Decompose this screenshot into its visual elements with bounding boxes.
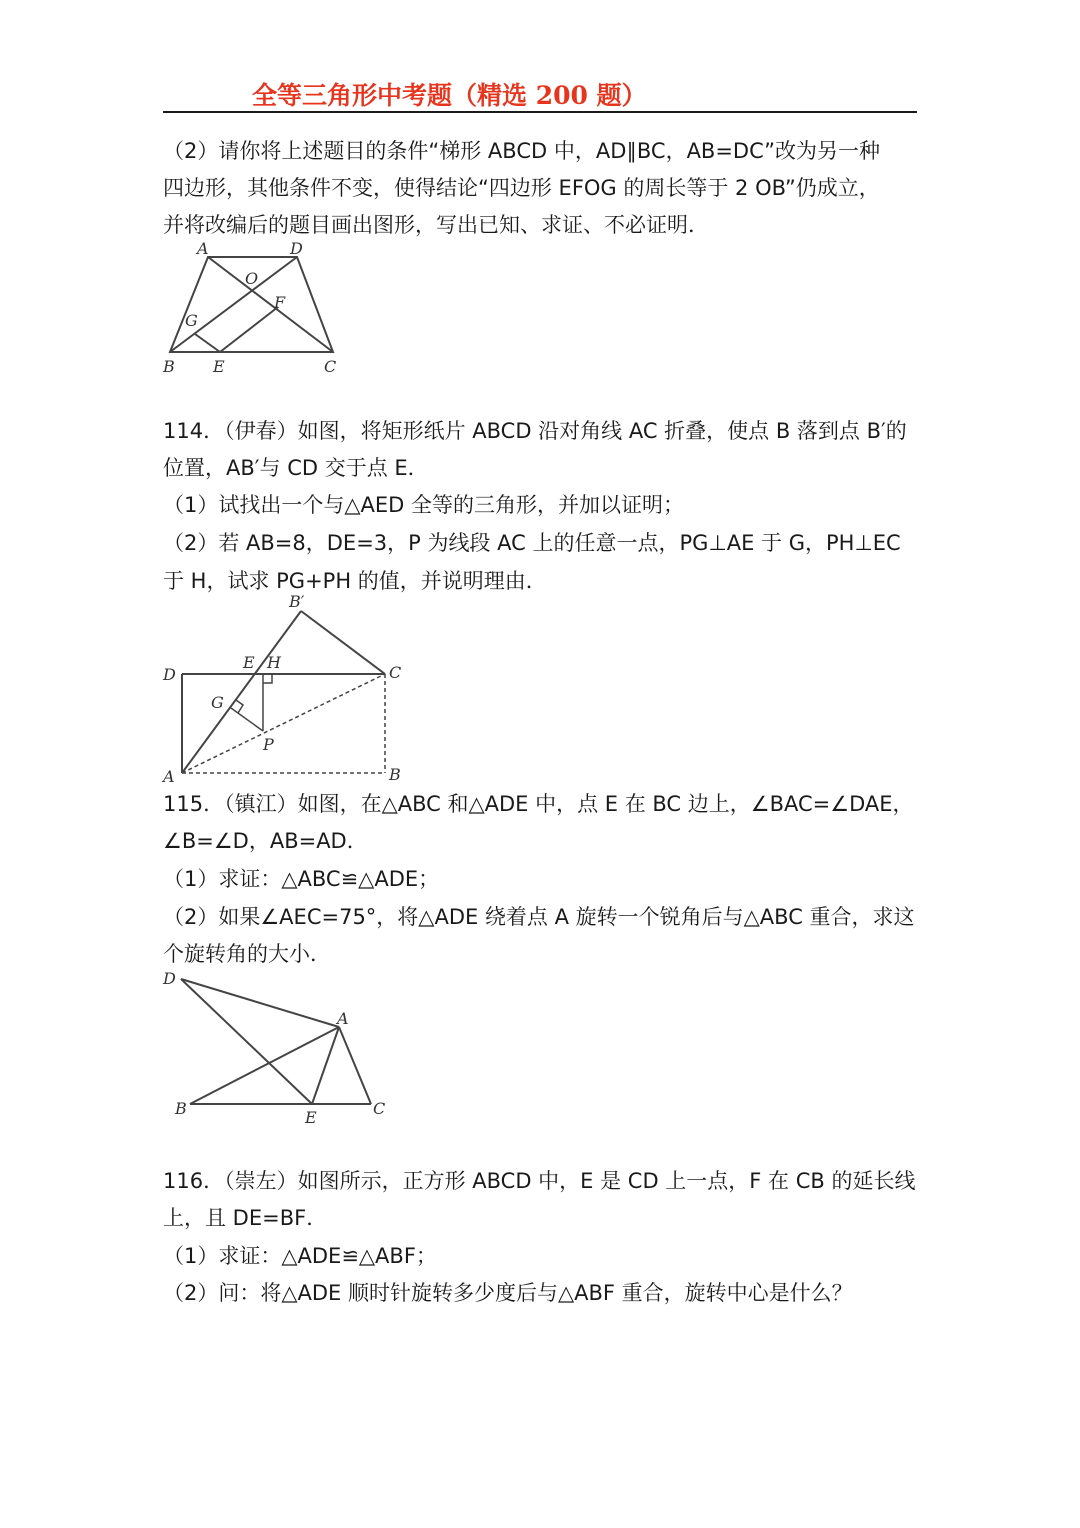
label-e: E: [243, 653, 255, 672]
label-h: H: [267, 653, 281, 672]
p116-line-4: （2）问：将△ADE 顺时针旋转多少度后与△ABF 重合，旋转中心是什么？: [163, 1281, 853, 1305]
p116-line-2: 上，且 DE=BF．: [163, 1206, 328, 1230]
segment-ac: [339, 1027, 371, 1104]
figure-trapezoid-efog: [155, 238, 355, 383]
p115-line-3: （1）求证：△ABC≌△ADE；: [163, 867, 440, 891]
p115-line-2: ∠B=∠D，AB=AD．: [163, 829, 368, 853]
label-b: B: [389, 765, 401, 784]
header-divider: [163, 111, 917, 113]
label-g: G: [185, 311, 198, 330]
p114-line-4: （2）若 AB=8，DE=3，P 为线段 AC 上的任意一点，PG⊥AE 于 G，PH⊥EC: [163, 531, 901, 555]
label-g: G: [211, 693, 224, 712]
label-d: D: [163, 665, 176, 684]
label-a: A: [337, 1009, 349, 1028]
label-d: D: [163, 969, 176, 988]
p114-line-3: （1）试找出一个与△AED 全等的三角形，并加以证明；: [163, 493, 684, 517]
p114-line-1: 114．（伊春）如图，将矩形纸片 ABCD 沿对角线 AC 折叠，使点 B 落到点 B′的: [163, 419, 907, 443]
p115-line-1: 115．（镇江）如图，在△ABC 和△ADE 中，点 E 在 BC 边上，∠BAC=∠DAE，: [163, 792, 914, 816]
label-c: C: [389, 663, 402, 682]
segment-eg: [195, 334, 220, 352]
figure-rotated-triangles: [155, 962, 395, 1132]
label-p: P: [263, 735, 274, 754]
label-a: A: [197, 239, 209, 258]
segment-ef: [220, 307, 278, 352]
label-b-prime: B′: [289, 592, 305, 611]
right-angle-mark-h: [263, 674, 272, 683]
label-b: B: [175, 1099, 187, 1118]
right-angle-mark-g: [236, 700, 243, 713]
fold-b-prime-c: [301, 611, 385, 674]
p113-line-3: 并将改编后的题目画出图形，写出已知、求证、不必证明．: [163, 213, 709, 237]
diagonal-ac-dashed: [182, 674, 385, 773]
page-header-title: 全等三角形中考题（精选 200 题）: [252, 81, 647, 110]
label-c: C: [373, 1099, 386, 1118]
p116-line-1: 116．（崇左）如图所示，正方形 ABCD 中，E 是 CD 上一点，F 在 CB 的延长线: [163, 1169, 916, 1193]
fold-ab-prime: [182, 611, 301, 773]
label-c: C: [324, 357, 337, 376]
p113-line-2: 四边形，其他条件不变，使得结论“四边形 EFOG 的周长等于 2 OB”仍成立，: [163, 176, 880, 200]
label-f: F: [274, 293, 286, 312]
figure-folded-rectangle: [155, 592, 415, 788]
label-o: O: [245, 269, 259, 288]
p113-line-1: （2）请你将上述题目的条件“梯形 ABCD 中，AD∥BC，AB=DC”改为另一种: [163, 139, 881, 163]
p116-line-3: （1）求证：△ADE≌△ABF；: [163, 1244, 437, 1268]
segment-de: [181, 979, 312, 1104]
perpendicular-pg: [231, 708, 263, 731]
label-a: A: [163, 767, 175, 786]
p115-line-4: （2）如果∠AEC=75°，将△ADE 绕着点 A 旋转一个锐角后与△ABC 重合，求这: [163, 905, 915, 929]
label-b: B: [163, 357, 175, 376]
p115-line-5: 个旋转角的大小．: [163, 942, 331, 966]
label-e: E: [213, 357, 225, 376]
segment-da: [181, 979, 339, 1027]
p114-line-2: 位置，AB′与 CD 交于点 E．: [163, 456, 429, 480]
label-e: E: [305, 1108, 317, 1127]
p114-line-5: 于 H，试求 PG+PH 的值，并说明理由．: [163, 569, 547, 593]
label-d: D: [290, 239, 303, 258]
